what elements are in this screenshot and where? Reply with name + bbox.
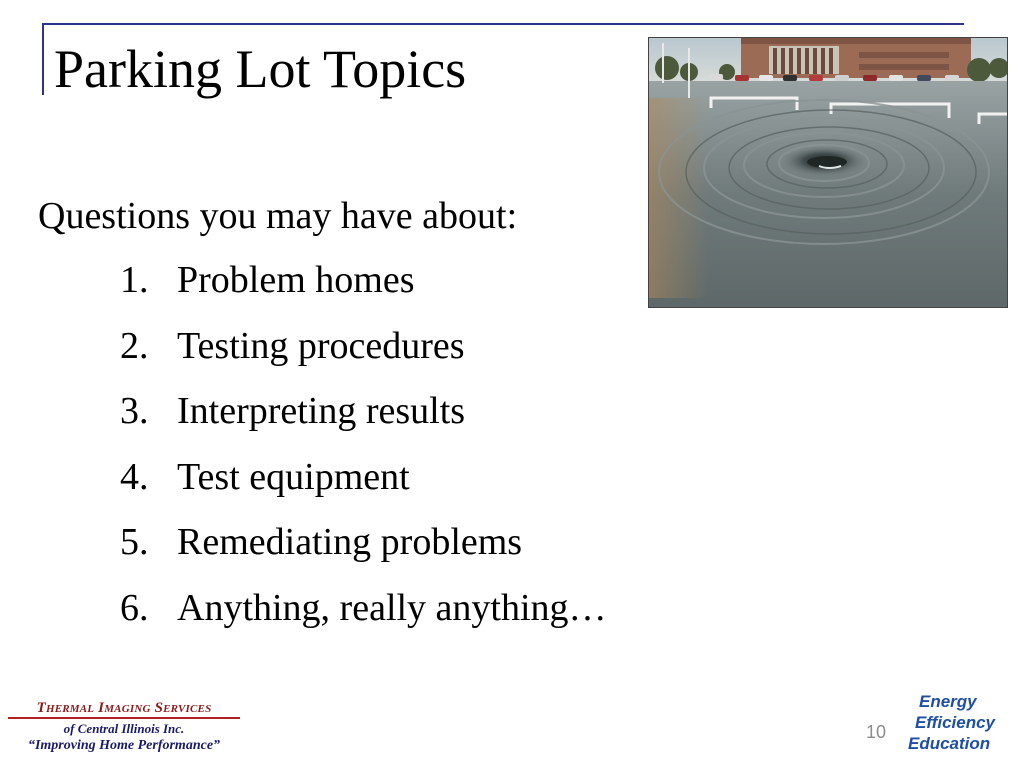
- list-item-text: Test equipment: [177, 455, 410, 498]
- topics-list: [120, 256, 607, 649]
- list-item-number: 6.: [120, 586, 149, 629]
- list-item-text: Interpreting results: [177, 390, 466, 432]
- energy-efficiency-education-logo: [906, 691, 995, 754]
- list-item-number: 5.: [120, 521, 149, 563]
- logo-line-1: Energy: [919, 692, 977, 711]
- thermal-imaging-logo: [8, 700, 240, 755]
- list-item-number: 2.: [120, 324, 149, 367]
- list-item: [120, 387, 607, 453]
- intro-text: Questions you may have about:: [38, 195, 518, 237]
- logo-company-name: Thermal Imaging Services: [36, 700, 212, 716]
- title-left-rule: [42, 23, 44, 95]
- slide-title: Parking Lot Topics: [54, 39, 467, 99]
- logo-divider: [8, 717, 240, 719]
- logo-subtitle: of Central Illinois Inc.: [63, 721, 185, 736]
- logo-tagline: “Improving Home Performance”: [27, 738, 221, 753]
- list-item: [120, 322, 607, 388]
- list-item-text: Anything, really anything…: [177, 586, 607, 629]
- list-item-number: 1.: [120, 259, 149, 301]
- page-number: 10: [866, 722, 887, 742]
- title-top-rule: [42, 23, 964, 25]
- list-item-number: 3.: [120, 390, 149, 432]
- list-item-text: Testing procedures: [177, 324, 465, 367]
- logo-line-3: Education: [908, 734, 991, 753]
- list-item-text: Problem homes: [177, 259, 415, 301]
- list-item: [120, 256, 607, 322]
- list-item: [120, 518, 607, 584]
- list-item-number: 4.: [120, 455, 149, 498]
- list-item: [120, 584, 607, 650]
- flooded-parking-lot-photo: [648, 37, 1008, 308]
- logo-line-2: Efficiency: [915, 713, 996, 732]
- list-item: [120, 453, 607, 519]
- list-item-text: Remediating problems: [177, 521, 523, 563]
